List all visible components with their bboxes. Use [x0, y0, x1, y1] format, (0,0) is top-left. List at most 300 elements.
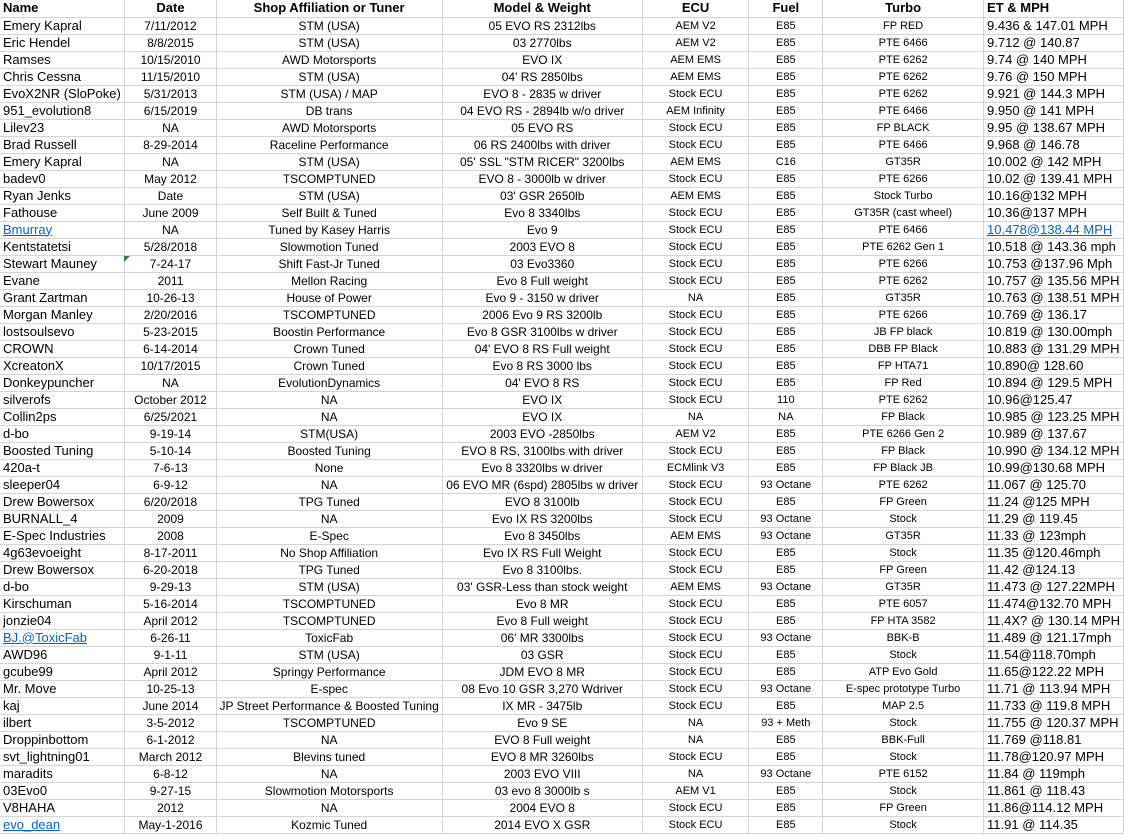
- shop-cell[interactable]: JP Street Performance & Boosted Tuning: [216, 697, 442, 714]
- date-cell[interactable]: 2011: [125, 272, 216, 289]
- fuel-cell[interactable]: E85: [749, 272, 823, 289]
- et-mph-cell[interactable]: 10.96@125.47: [984, 391, 1124, 408]
- ecu-cell[interactable]: Stock ECU: [642, 493, 749, 510]
- ecu-cell[interactable]: Stock ECU: [642, 561, 749, 578]
- turbo-cell[interactable]: ATP Evo Gold: [823, 663, 984, 680]
- ecu-cell[interactable]: Stock ECU: [642, 170, 749, 187]
- model-cell[interactable]: 06 RS 2400lbs with driver: [442, 136, 642, 153]
- shop-cell[interactable]: Self Built & Tuned: [216, 204, 442, 221]
- shop-cell[interactable]: NA: [216, 799, 442, 816]
- et-mph-cell[interactable]: 10.002 @ 142 MPH: [984, 153, 1124, 170]
- ecu-cell[interactable]: AEM V1: [642, 782, 749, 799]
- et-mph-cell[interactable]: 11.755 @ 120.37 MPH: [984, 714, 1124, 731]
- model-cell[interactable]: 06' MR 3300lbs: [442, 629, 642, 646]
- turbo-cell[interactable]: Stock: [823, 544, 984, 561]
- fuel-cell[interactable]: E85: [749, 238, 823, 255]
- date-cell[interactable]: 9-1-11: [125, 646, 216, 663]
- date-cell[interactable]: 6-1-2012: [125, 731, 216, 748]
- et-mph-cell[interactable]: 9.950 @ 141 MPH: [984, 102, 1124, 119]
- date-cell[interactable]: April 2012: [125, 663, 216, 680]
- ecu-cell[interactable]: ECMlink V3: [642, 459, 749, 476]
- date-cell[interactable]: May-1-2016: [125, 816, 216, 833]
- ecu-cell[interactable]: AEM EMS: [642, 51, 749, 68]
- name-cell[interactable]: CROWN: [0, 340, 125, 357]
- name-cell[interactable]: Mr. Move: [0, 680, 125, 697]
- date-cell[interactable]: 2008: [125, 527, 216, 544]
- fuel-cell[interactable]: E85: [749, 51, 823, 68]
- fuel-cell[interactable]: 93 Octane: [749, 578, 823, 595]
- model-cell[interactable]: 03 2770lbs: [442, 34, 642, 51]
- name-cell[interactable]: 4g63evoeight: [0, 544, 125, 561]
- ecu-cell[interactable]: Stock ECU: [642, 323, 749, 340]
- fuel-cell[interactable]: E85: [749, 459, 823, 476]
- turbo-cell[interactable]: MAP 2.5: [823, 697, 984, 714]
- et-mph-cell[interactable]: 11.769 @118.81: [984, 731, 1124, 748]
- date-cell[interactable]: Date: [125, 187, 216, 204]
- et-mph-cell[interactable]: 10.16@132 MPH: [984, 187, 1124, 204]
- ecu-cell[interactable]: NA: [642, 765, 749, 782]
- fuel-cell[interactable]: E85: [749, 34, 823, 51]
- name-cell[interactable]: Lilev23: [0, 119, 125, 136]
- shop-cell[interactable]: EvolutionDynamics: [216, 374, 442, 391]
- ecu-cell[interactable]: Stock ECU: [642, 612, 749, 629]
- model-cell[interactable]: EVO IX: [442, 51, 642, 68]
- date-cell[interactable]: 9-27-15: [125, 782, 216, 799]
- ecu-cell[interactable]: AEM EMS: [642, 153, 749, 170]
- et-mph-cell[interactable]: 10.02 @ 139.41 MPH: [984, 170, 1124, 187]
- model-cell[interactable]: 05' SSL "STM RICER" 3200lbs: [442, 153, 642, 170]
- turbo-cell[interactable]: PTE 6266: [823, 255, 984, 272]
- shop-cell[interactable]: STM (USA): [216, 34, 442, 51]
- model-cell[interactable]: 04' EVO 8 RS: [442, 374, 642, 391]
- date-cell[interactable]: NA: [125, 374, 216, 391]
- et-mph-cell[interactable]: 11.35 @120.46mph: [984, 544, 1124, 561]
- shop-cell[interactable]: STM (USA): [216, 646, 442, 663]
- shop-cell[interactable]: DB trans: [216, 102, 442, 119]
- date-cell[interactable]: 3-5-2012: [125, 714, 216, 731]
- turbo-cell[interactable]: PTE 6262: [823, 68, 984, 85]
- shop-cell[interactable]: TSCOMPTUNED: [216, 595, 442, 612]
- et-mph-cell[interactable]: 11.42 @124.13: [984, 561, 1124, 578]
- turbo-cell[interactable]: PTE 6262: [823, 51, 984, 68]
- name-cell[interactable]: gcube99: [0, 663, 125, 680]
- turbo-cell[interactable]: Stock: [823, 714, 984, 731]
- turbo-cell[interactable]: PTE 6466: [823, 136, 984, 153]
- ecu-cell[interactable]: Stock ECU: [642, 357, 749, 374]
- fuel-cell[interactable]: E85: [749, 493, 823, 510]
- fuel-cell[interactable]: 93 Octane: [749, 765, 823, 782]
- fuel-cell[interactable]: 93 Octane: [749, 476, 823, 493]
- turbo-cell[interactable]: PTE 6466: [823, 102, 984, 119]
- name-cell[interactable]: Drew Bowersox: [0, 561, 125, 578]
- fuel-cell[interactable]: E85: [749, 442, 823, 459]
- ecu-cell[interactable]: Stock ECU: [642, 442, 749, 459]
- turbo-cell[interactable]: Stock: [823, 748, 984, 765]
- name-cell[interactable]: BURNALL_4: [0, 510, 125, 527]
- fuel-cell[interactable]: E85: [749, 595, 823, 612]
- turbo-cell[interactable]: GT35R: [823, 289, 984, 306]
- turbo-cell[interactable]: PTE 6266 Gen 2: [823, 425, 984, 442]
- et-mph-cell[interactable]: 10.894 @ 129.5 MPH: [984, 374, 1124, 391]
- model-cell[interactable]: 05 EVO RS 2312lbs: [442, 17, 642, 34]
- fuel-cell[interactable]: E85: [749, 612, 823, 629]
- model-cell[interactable]: 2004 EVO 8: [442, 799, 642, 816]
- fuel-cell[interactable]: E85: [749, 289, 823, 306]
- et-mph-cell[interactable]: 11.54@118.70mph: [984, 646, 1124, 663]
- turbo-cell[interactable]: PTE 6057: [823, 595, 984, 612]
- et-mph-cell[interactable]: 10.757 @ 135.56 MPH: [984, 272, 1124, 289]
- model-cell[interactable]: 2006 Evo 9 RS 3200lb: [442, 306, 642, 323]
- turbo-cell[interactable]: PTE 6262: [823, 272, 984, 289]
- turbo-cell[interactable]: PTE 6262: [823, 476, 984, 493]
- et-mph-cell[interactable]: 9.76 @ 150 MPH: [984, 68, 1124, 85]
- date-cell[interactable]: June 2014: [125, 697, 216, 714]
- turbo-cell[interactable]: E-spec prototype Turbo: [823, 680, 984, 697]
- et-mph-cell[interactable]: 10.478@138.44 MPH: [984, 221, 1124, 238]
- turbo-cell[interactable]: GT35R (cast wheel): [823, 204, 984, 221]
- date-cell[interactable]: 5/28/2018: [125, 238, 216, 255]
- shop-cell[interactable]: Crown Tuned: [216, 340, 442, 357]
- date-cell[interactable]: 6-20-2018: [125, 561, 216, 578]
- ecu-cell[interactable]: Stock ECU: [642, 221, 749, 238]
- model-cell[interactable]: EVO IX: [442, 391, 642, 408]
- shop-cell[interactable]: E-Spec: [216, 527, 442, 544]
- model-cell[interactable]: EVO 8 3100lb: [442, 493, 642, 510]
- turbo-cell[interactable]: FP HTA 3582: [823, 612, 984, 629]
- model-cell[interactable]: Evo 8 3100lbs.: [442, 561, 642, 578]
- date-cell[interactable]: May 2012: [125, 170, 216, 187]
- date-cell[interactable]: June 2009: [125, 204, 216, 221]
- et-mph-cell[interactable]: 9.712 @ 140.87: [984, 34, 1124, 51]
- fuel-cell[interactable]: E85: [749, 748, 823, 765]
- ecu-cell[interactable]: Stock ECU: [642, 391, 749, 408]
- turbo-cell[interactable]: Stock: [823, 816, 984, 833]
- turbo-cell[interactable]: FP Black JB: [823, 459, 984, 476]
- shop-cell[interactable]: Springy Performance: [216, 663, 442, 680]
- date-cell[interactable]: 2012: [125, 799, 216, 816]
- header-shop[interactable]: Shop Affiliation or Tuner: [216, 0, 442, 17]
- turbo-cell[interactable]: GT35R: [823, 578, 984, 595]
- date-cell[interactable]: 8/8/2015: [125, 34, 216, 51]
- model-cell[interactable]: 03' GSR 2650lb: [442, 187, 642, 204]
- ecu-cell[interactable]: Stock ECU: [642, 238, 749, 255]
- shop-cell[interactable]: E-spec: [216, 680, 442, 697]
- fuel-cell[interactable]: E85: [749, 204, 823, 221]
- et-mph-cell[interactable]: 11.65@122.22 MPH: [984, 663, 1124, 680]
- turbo-cell[interactable]: DBB FP Black: [823, 340, 984, 357]
- name-cell[interactable]: kaj: [0, 697, 125, 714]
- model-cell[interactable]: IX MR - 3475lb: [442, 697, 642, 714]
- model-cell[interactable]: EVO 8 - 3000lb w driver: [442, 170, 642, 187]
- et-mph-cell[interactable]: 10.989 @ 137.67: [984, 425, 1124, 442]
- model-cell[interactable]: 04' RS 2850lbs: [442, 68, 642, 85]
- fuel-cell[interactable]: 93 Octane: [749, 680, 823, 697]
- fuel-cell[interactable]: E85: [749, 187, 823, 204]
- turbo-cell[interactable]: FP BLACK: [823, 119, 984, 136]
- date-cell[interactable]: NA: [125, 221, 216, 238]
- et-mph-cell[interactable]: 10.763 @ 138.51 MPH: [984, 289, 1124, 306]
- fuel-cell[interactable]: E85: [749, 255, 823, 272]
- model-cell[interactable]: Evo 8 Full weight: [442, 272, 642, 289]
- ecu-cell[interactable]: Stock ECU: [642, 476, 749, 493]
- turbo-cell[interactable]: FP Green: [823, 561, 984, 578]
- model-cell[interactable]: 2003 EVO VIII: [442, 765, 642, 782]
- turbo-cell[interactable]: PTE 6262: [823, 85, 984, 102]
- ecu-cell[interactable]: Stock ECU: [642, 136, 749, 153]
- et-mph-cell[interactable]: 11.84 @ 119mph: [984, 765, 1124, 782]
- turbo-cell[interactable]: FP Green: [823, 493, 984, 510]
- date-cell[interactable]: 7-24-17: [125, 255, 216, 272]
- model-cell[interactable]: Evo 8 3450lbs: [442, 527, 642, 544]
- shop-cell[interactable]: NA: [216, 731, 442, 748]
- shop-cell[interactable]: Tuned by Kasey Harris: [216, 221, 442, 238]
- model-cell[interactable]: Evo 8 3320lbs w driver: [442, 459, 642, 476]
- fuel-cell[interactable]: E85: [749, 119, 823, 136]
- fuel-cell[interactable]: E85: [749, 340, 823, 357]
- ecu-cell[interactable]: Stock ECU: [642, 255, 749, 272]
- ecu-cell[interactable]: Stock ECU: [642, 799, 749, 816]
- model-cell[interactable]: Evo 8 RS 3000 lbs: [442, 357, 642, 374]
- shop-cell[interactable]: NA: [216, 510, 442, 527]
- et-mph-cell[interactable]: 9.74 @ 140 MPH: [984, 51, 1124, 68]
- name-cell[interactable]: 420a-t: [0, 459, 125, 476]
- ecu-cell[interactable]: AEM V2: [642, 34, 749, 51]
- shop-cell[interactable]: AWD Motorsports: [216, 51, 442, 68]
- header-turbo[interactable]: Turbo: [823, 0, 984, 17]
- name-cell[interactable]: BJ.@ToxicFab: [0, 629, 125, 646]
- et-mph-cell[interactable]: 11.733 @ 119.8 MPH: [984, 697, 1124, 714]
- name-cell[interactable]: silverofs: [0, 391, 125, 408]
- fuel-cell[interactable]: E85: [749, 731, 823, 748]
- fuel-cell[interactable]: E85: [749, 816, 823, 833]
- name-cell[interactable]: Fathouse: [0, 204, 125, 221]
- turbo-cell[interactable]: PTE 6466: [823, 221, 984, 238]
- date-cell[interactable]: 6-14-2014: [125, 340, 216, 357]
- model-cell[interactable]: 08 Evo 10 GSR 3,270 Wdriver: [442, 680, 642, 697]
- et-mph-cell[interactable]: 10.819 @ 130.00mph: [984, 323, 1124, 340]
- et-mph-cell[interactable]: 11.24 @125 MPH: [984, 493, 1124, 510]
- ecu-cell[interactable]: Stock ECU: [642, 306, 749, 323]
- turbo-cell[interactable]: PTE 6262: [823, 391, 984, 408]
- name-cell[interactable]: Emery Kapral: [0, 17, 125, 34]
- name-cell[interactable]: 03Evo0: [0, 782, 125, 799]
- model-cell[interactable]: 03 GSR: [442, 646, 642, 663]
- date-cell[interactable]: NA: [125, 153, 216, 170]
- date-cell[interactable]: 9-29-13: [125, 578, 216, 595]
- fuel-cell[interactable]: E85: [749, 374, 823, 391]
- date-cell[interactable]: 10-26-13: [125, 289, 216, 306]
- name-cell[interactable]: Ryan Jenks: [0, 187, 125, 204]
- header-date[interactable]: Date: [125, 0, 216, 17]
- model-cell[interactable]: Evo 8 GSR 3100lbs w driver: [442, 323, 642, 340]
- date-cell[interactable]: 5-10-14: [125, 442, 216, 459]
- model-cell[interactable]: 2014 EVO X GSR: [442, 816, 642, 833]
- shop-cell[interactable]: NA: [216, 391, 442, 408]
- date-cell[interactable]: 2/20/2016: [125, 306, 216, 323]
- et-mph-cell[interactable]: 10.518 @ 143.36 mph: [984, 238, 1124, 255]
- ecu-cell[interactable]: Stock ECU: [642, 663, 749, 680]
- et-mph-cell[interactable]: 11.473 @ 127.22MPH: [984, 578, 1124, 595]
- date-cell[interactable]: 8-17-2011: [125, 544, 216, 561]
- turbo-cell[interactable]: PTE 6266: [823, 306, 984, 323]
- date-cell[interactable]: 6-8-12: [125, 765, 216, 782]
- model-cell[interactable]: 03 Evo3360: [442, 255, 642, 272]
- date-cell[interactable]: 5-16-2014: [125, 595, 216, 612]
- fuel-cell[interactable]: E85: [749, 561, 823, 578]
- name-cell[interactable]: Brad Russell: [0, 136, 125, 153]
- model-cell[interactable]: EVO IX: [442, 408, 642, 425]
- et-mph-cell[interactable]: 9.968 @ 146.78: [984, 136, 1124, 153]
- turbo-cell[interactable]: PTE 6466: [823, 34, 984, 51]
- name-cell[interactable]: Drew Bowersox: [0, 493, 125, 510]
- ecu-cell[interactable]: Stock ECU: [642, 697, 749, 714]
- name-cell[interactable]: 951_evolution8: [0, 102, 125, 119]
- date-cell[interactable]: 10-25-13: [125, 680, 216, 697]
- name-cell[interactable]: Droppinbottom: [0, 731, 125, 748]
- name-cell[interactable]: Ramses: [0, 51, 125, 68]
- turbo-cell[interactable]: BBK-B: [823, 629, 984, 646]
- name-cell[interactable]: Grant Zartman: [0, 289, 125, 306]
- shop-cell[interactable]: NA: [216, 476, 442, 493]
- model-cell[interactable]: 03 evo 8 3000lb s: [442, 782, 642, 799]
- ecu-cell[interactable]: Stock ECU: [642, 646, 749, 663]
- shop-cell[interactable]: Raceline Performance: [216, 136, 442, 153]
- date-cell[interactable]: 11/15/2010: [125, 68, 216, 85]
- et-mph-cell[interactable]: 10.883 @ 131.29 MPH: [984, 340, 1124, 357]
- turbo-cell[interactable]: FP HTA71: [823, 357, 984, 374]
- et-mph-cell[interactable]: 11.86@114.12 MPH: [984, 799, 1124, 816]
- name-cell[interactable]: sleeper04: [0, 476, 125, 493]
- et-mph-cell[interactable]: 9.436 & 147.01 MPH: [984, 17, 1124, 34]
- turbo-cell[interactable]: FP Black: [823, 408, 984, 425]
- turbo-cell[interactable]: GT35R: [823, 527, 984, 544]
- model-cell[interactable]: 2003 EVO -2850lbs: [442, 425, 642, 442]
- name-cell[interactable]: evo_dean: [0, 816, 125, 833]
- ecu-cell[interactable]: AEM EMS: [642, 68, 749, 85]
- shop-cell[interactable]: Boostin Performance: [216, 323, 442, 340]
- et-mph-cell[interactable]: 10.990 @ 134.12 MPH: [984, 442, 1124, 459]
- shop-cell[interactable]: STM (USA): [216, 17, 442, 34]
- et-mph-cell[interactable]: 10.753 @137.96 Mph: [984, 255, 1124, 272]
- shop-cell[interactable]: TSCOMPTUNED: [216, 714, 442, 731]
- ecu-cell[interactable]: NA: [642, 289, 749, 306]
- ecu-cell[interactable]: NA: [642, 731, 749, 748]
- turbo-cell[interactable]: GT35R: [823, 153, 984, 170]
- turbo-cell[interactable]: PTE 6152: [823, 765, 984, 782]
- shop-cell[interactable]: Slowmotion Motorsports: [216, 782, 442, 799]
- model-cell[interactable]: Evo 8 MR: [442, 595, 642, 612]
- ecu-cell[interactable]: Stock ECU: [642, 204, 749, 221]
- shop-cell[interactable]: Crown Tuned: [216, 357, 442, 374]
- fuel-cell[interactable]: E85: [749, 102, 823, 119]
- shop-cell[interactable]: AWD Motorsports: [216, 119, 442, 136]
- et-mph-cell[interactable]: 11.71 @ 113.94 MPH: [984, 680, 1124, 697]
- fuel-cell[interactable]: E85: [749, 697, 823, 714]
- turbo-cell[interactable]: Stock: [823, 782, 984, 799]
- header-model[interactable]: Model & Weight: [442, 0, 642, 17]
- fuel-cell[interactable]: C16: [749, 153, 823, 170]
- date-cell[interactable]: 10/15/2010: [125, 51, 216, 68]
- et-mph-cell[interactable]: 11.78@120.97 MPH: [984, 748, 1124, 765]
- et-mph-cell[interactable]: 10.985 @ 123.25 MPH: [984, 408, 1124, 425]
- fuel-cell[interactable]: 93 Octane: [749, 629, 823, 646]
- model-cell[interactable]: Evo 9 SE: [442, 714, 642, 731]
- date-cell[interactable]: 8-29-2014: [125, 136, 216, 153]
- name-cell[interactable]: jonzie04: [0, 612, 125, 629]
- turbo-cell[interactable]: FP Green: [823, 799, 984, 816]
- shop-cell[interactable]: NA: [216, 765, 442, 782]
- fuel-cell[interactable]: E85: [749, 221, 823, 238]
- shop-cell[interactable]: Mellon Racing: [216, 272, 442, 289]
- date-cell[interactable]: 6/25/2021: [125, 408, 216, 425]
- shop-cell[interactable]: TPG Tuned: [216, 493, 442, 510]
- shop-cell[interactable]: Blevins tuned: [216, 748, 442, 765]
- date-cell[interactable]: 5/31/2013: [125, 85, 216, 102]
- et-mph-cell[interactable]: 10.890@ 128.60: [984, 357, 1124, 374]
- et-mph-cell[interactable]: 10.36@137 MPH: [984, 204, 1124, 221]
- shop-cell[interactable]: TSCOMPTUNED: [216, 306, 442, 323]
- et-mph-cell[interactable]: 11.91 @ 114.35: [984, 816, 1124, 833]
- date-cell[interactable]: 6/15/2019: [125, 102, 216, 119]
- date-cell[interactable]: NA: [125, 119, 216, 136]
- name-cell[interactable]: Morgan Manley: [0, 306, 125, 323]
- model-cell[interactable]: 03' GSR-Less than stock weight: [442, 578, 642, 595]
- ecu-cell[interactable]: Stock ECU: [642, 510, 749, 527]
- date-cell[interactable]: 2009: [125, 510, 216, 527]
- fuel-cell[interactable]: E85: [749, 646, 823, 663]
- et-mph-cell[interactable]: 10.769 @ 136.17: [984, 306, 1124, 323]
- ecu-cell[interactable]: Stock ECU: [642, 629, 749, 646]
- turbo-cell[interactable]: FP Red: [823, 374, 984, 391]
- fuel-cell[interactable]: E85: [749, 782, 823, 799]
- shop-cell[interactable]: STM (USA): [216, 578, 442, 595]
- shop-cell[interactable]: STM (USA) / MAP: [216, 85, 442, 102]
- name-cell[interactable]: Bmurray: [0, 221, 125, 238]
- ecu-cell[interactable]: NA: [642, 408, 749, 425]
- model-cell[interactable]: EVO 8 - 2835 w driver: [442, 85, 642, 102]
- turbo-cell[interactable]: PTE 6262 Gen 1: [823, 238, 984, 255]
- ecu-cell[interactable]: Stock ECU: [642, 595, 749, 612]
- date-cell[interactable]: 6-26-11: [125, 629, 216, 646]
- model-cell[interactable]: EVO 8 RS, 3100lbs with driver: [442, 442, 642, 459]
- fuel-cell[interactable]: NA: [749, 408, 823, 425]
- fuel-cell[interactable]: E85: [749, 85, 823, 102]
- turbo-cell[interactable]: Stock Turbo: [823, 187, 984, 204]
- model-cell[interactable]: 2003 EVO 8: [442, 238, 642, 255]
- name-cell[interactable]: Kentstatetsi: [0, 238, 125, 255]
- date-cell[interactable]: 7-6-13: [125, 459, 216, 476]
- fuel-cell[interactable]: E85: [749, 17, 823, 34]
- ecu-cell[interactable]: Stock ECU: [642, 374, 749, 391]
- ecu-cell[interactable]: Stock ECU: [642, 119, 749, 136]
- fuel-cell[interactable]: E85: [749, 425, 823, 442]
- name-cell[interactable]: maradits: [0, 765, 125, 782]
- ecu-cell[interactable]: Stock ECU: [642, 748, 749, 765]
- fuel-cell[interactable]: E85: [749, 357, 823, 374]
- ecu-cell[interactable]: AEM EMS: [642, 578, 749, 595]
- fuel-cell[interactable]: E85: [749, 663, 823, 680]
- ecu-cell[interactable]: AEM V2: [642, 17, 749, 34]
- turbo-cell[interactable]: BBK-Full: [823, 731, 984, 748]
- name-cell[interactable]: E-Spec Industries: [0, 527, 125, 544]
- name-cell[interactable]: EvoX2NR (SloPoke): [0, 85, 125, 102]
- cell-comment-indicator[interactable]: [124, 256, 130, 262]
- model-cell[interactable]: 06 EVO MR (6spd) 2805lbs w driver: [442, 476, 642, 493]
- date-cell[interactable]: 10/17/2015: [125, 357, 216, 374]
- name-cell[interactable]: Evane: [0, 272, 125, 289]
- fuel-cell[interactable]: 93 Octane: [749, 527, 823, 544]
- name-cell[interactable]: Donkeypuncher: [0, 374, 125, 391]
